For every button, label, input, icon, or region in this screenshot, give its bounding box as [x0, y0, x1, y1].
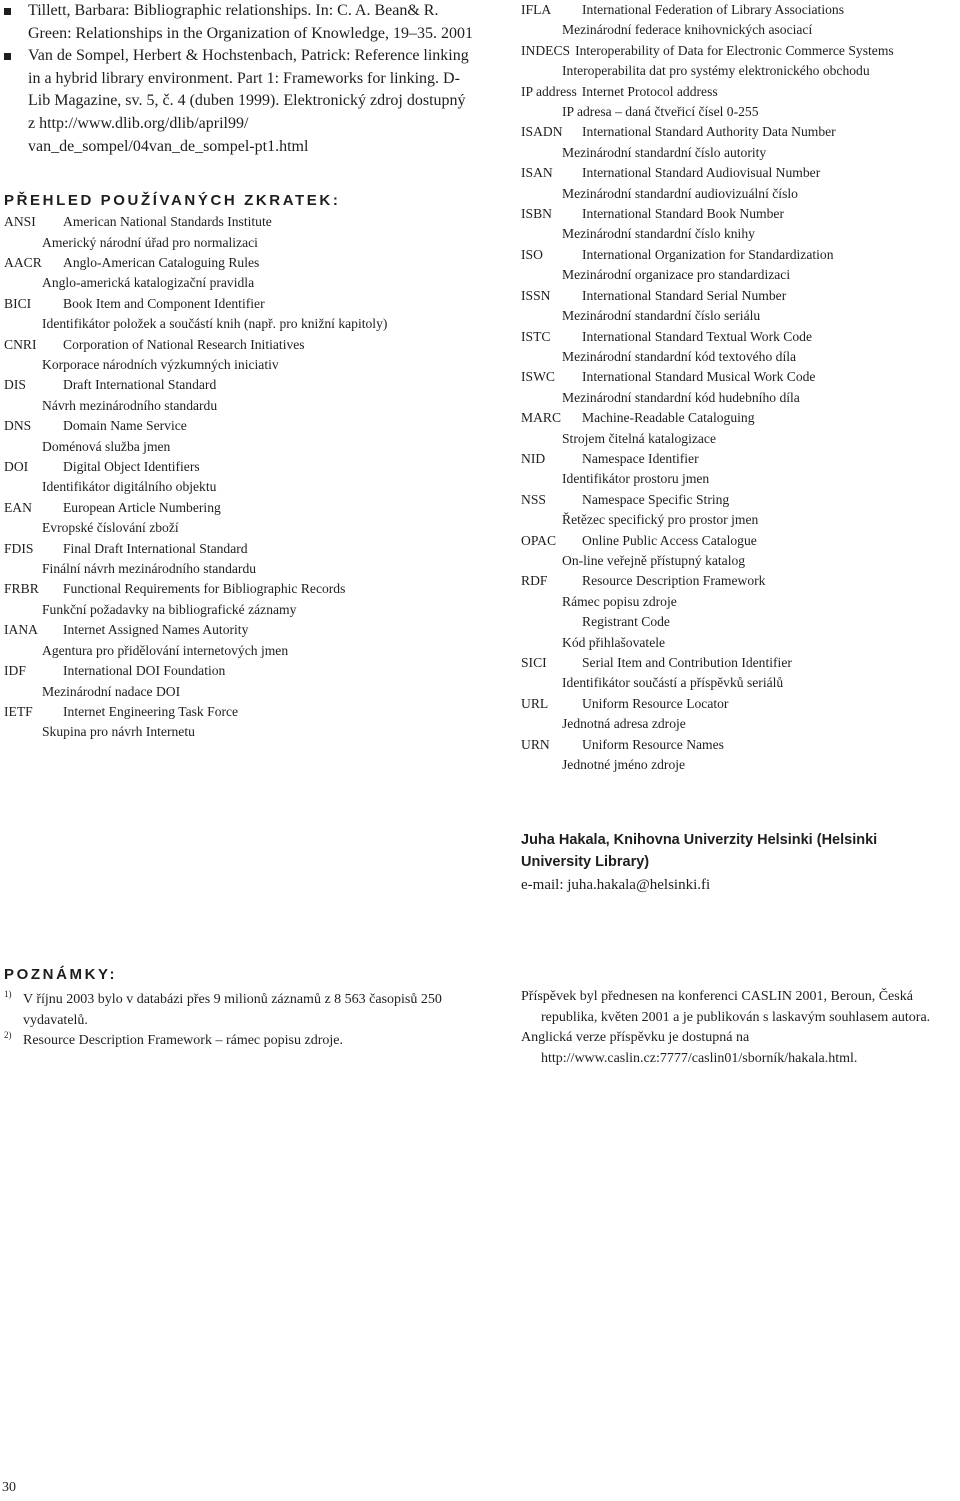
abbreviation-entry — [4, 335, 474, 376]
abbreviation-entry — [4, 661, 474, 702]
abbreviation-czech: Jednotné jméno zdroje — [562, 757, 686, 773]
abbreviation-code: URN — [521, 736, 550, 752]
author-email: e-mail: juha.hakala@helsinki.fi — [521, 877, 711, 893]
abbreviation-english: Namespace Specific String — [582, 491, 730, 507]
abbreviation-entry — [4, 294, 474, 335]
abbreviation-english: International Federation of Library Associations — [582, 2, 844, 17]
abbreviation-english: Domain Name Service — [63, 418, 187, 434]
abbreviation-code: DOI — [4, 459, 29, 475]
abbreviation-english: International Standard Serial Number — [582, 287, 787, 303]
abbreviation-entry — [4, 457, 474, 498]
abbreviation-czech: Korporace národních výzkumných iniciativ — [42, 357, 279, 372]
abbreviation-entry — [521, 408, 957, 449]
abbreviation-czech: Identifikátor součástí a příspěvků seriálů — [562, 675, 784, 691]
abbreviation-entry — [521, 122, 957, 163]
abbreviation-list-right — [521, 0, 957, 775]
abbreviation-czech: Mezinárodní standardní kód textového díla — [562, 348, 797, 364]
footnote — [4, 990, 474, 1031]
abbreviation-czech: Finální návrh mezinárodního standardu — [42, 561, 257, 577]
abbreviation-czech: Mezinárodní standardní číslo autority — [562, 144, 767, 160]
abbreviation-code: ISWC — [521, 369, 555, 385]
notes-heading: POZNÁMKY: — [4, 966, 118, 983]
right-column — [521, 0, 957, 775]
abbreviation-code: URL — [521, 695, 549, 711]
abbreviation-entry — [521, 490, 957, 531]
abbreviation-code: IETF — [4, 703, 33, 719]
abbreviations-heading: PŘEHLED POUŽÍVANÝCH ZKRATEK: — [4, 192, 341, 210]
abbreviation-entry — [521, 571, 957, 653]
reference-item — [4, 45, 474, 158]
abbreviation-english: International Standard Book Number — [582, 206, 784, 222]
footnote-mark: 1) — [4, 989, 12, 999]
abbreviation-czech: IP adresa – daná čtveřicí čísel 0-255 — [562, 104, 759, 120]
reference-text: Tillett, Barbara: Bibliographic relationships. In: C. A. Bean& R. Green: Relationships in the Organization of Knowledge, 19–35. 2001 — [28, 2, 473, 42]
abbreviation-czech: Registrant Code — [582, 614, 670, 630]
abbreviation-code: DNS — [4, 418, 32, 434]
abbreviation-czech: Řetězec specifický pro prostor jmen — [562, 512, 759, 528]
abbreviation-english: Uniform Resource Names — [582, 736, 724, 752]
abbreviation-entry — [4, 620, 474, 661]
abbreviation-code: ISO — [521, 246, 543, 262]
abbreviation-english: Resource Description Framework — [582, 573, 766, 589]
abbreviation-code: FRBR — [4, 581, 39, 597]
presentation-text: Anglická verze příspěvku je dostupná na http://www.caslin.cz:7777/caslin01/sborník/hakala.html. — [521, 1030, 858, 1066]
abbreviation-entry — [521, 367, 957, 408]
abbreviation-english: Internet Protocol address — [581, 83, 718, 99]
abbreviation-code: EAN — [4, 499, 32, 515]
abbreviation-code: RDF — [521, 573, 548, 589]
abbreviation-czech: Doménová služba jmen — [42, 438, 171, 454]
abbreviation-entry — [4, 416, 474, 457]
abbreviation-english: International Standard Audiovisual Number — [582, 165, 821, 181]
abbreviation-code: ISBN — [521, 206, 552, 222]
abbreviation-czech: Agentura pro přidělování internetových jmen — [42, 642, 289, 658]
abbreviation-entry — [521, 245, 957, 286]
abbreviation-code: IANA — [4, 622, 38, 638]
abbreviation-entry — [521, 653, 957, 694]
abbreviation-czech: Skupina pro návrh Internetu — [42, 724, 195, 740]
abbreviation-code: IP address — [521, 83, 577, 99]
abbreviation-code: FDIS — [4, 540, 34, 556]
abbreviation-code: ISTC — [521, 328, 551, 344]
abbreviation-czech: Americký národní úřad pro normalizaci — [42, 234, 258, 250]
abbreviation-english: Internet Assigned Names Autority — [63, 622, 249, 638]
abbreviation-english: Online Public Access Catalogue — [582, 532, 757, 548]
abbreviation-czech: Jednotná adresa zdroje — [562, 716, 686, 732]
abbreviation-czech: Mezinárodní standardní číslo seriálu — [562, 308, 761, 324]
abbreviation-english: European Article Numbering — [63, 499, 221, 515]
abbreviation-entry — [4, 539, 474, 580]
abbreviation-entry — [521, 694, 957, 735]
reference-list — [4, 0, 474, 158]
abbreviation-code: IFLA — [521, 2, 552, 17]
abbreviation-english: International Standard Musical Work Code — [582, 369, 816, 385]
abbreviation-english: Interoperability of Data for Electronic Commerce Systems — [575, 42, 894, 58]
abbreviation-english: Final Draft International Standard — [63, 540, 248, 556]
abbreviation-czech: Mezinárodní federace knihovnických asociací — [562, 22, 813, 38]
abbreviation-code: OPAC — [521, 532, 557, 548]
author-name: Juha Hakala, Knihovna Univerzity Helsinki (Helsinki University Library) — [521, 832, 878, 870]
notes-list — [4, 990, 474, 1052]
abbreviation-entry — [521, 531, 957, 572]
abbreviation-english: Functional Requirements for Bibliographic Records — [63, 581, 346, 597]
abbreviation-code: NSS — [521, 491, 546, 507]
abbreviation-czech: Rámec popisu zdroje — [562, 593, 677, 609]
reference-item — [4, 0, 474, 45]
presentation-note — [521, 987, 960, 1069]
abbreviation-code: DIS — [4, 377, 26, 393]
abbreviation-english: Serial Item and Contribution Identifier — [582, 655, 792, 670]
abbreviation-entry — [4, 498, 474, 539]
abbreviation-entry — [4, 212, 474, 253]
footnote — [4, 1031, 474, 1052]
abbreviation-code: IDF — [4, 663, 26, 679]
abbreviation-czech: Kód přihlašovatele — [562, 634, 666, 650]
abbreviation-code: CNRI — [4, 336, 37, 352]
abbreviation-list-left — [4, 212, 474, 743]
left-column — [4, 0, 474, 743]
abbreviation-english: Uniform Resource Locator — [582, 695, 729, 711]
notes-section — [4, 966, 474, 1052]
abbreviation-entry — [521, 327, 957, 368]
abbreviation-entry — [521, 286, 957, 327]
abbreviation-code: SICI — [521, 655, 547, 670]
abbreviation-entry — [521, 163, 957, 204]
abbreviation-code: MARC — [521, 410, 562, 426]
abbreviation-czech: Mezinárodní standardní audiovizuální číslo — [562, 185, 798, 201]
abbreviation-entry — [521, 735, 957, 776]
abbreviation-english: American National Standards Institute — [63, 214, 272, 230]
abbreviation-english: International Standard Textual Work Code — [582, 328, 812, 344]
abbreviation-czech: Interoperabilita dat pro systémy elektronického obchodu — [562, 63, 870, 79]
abbreviation-english: Anglo-American Cataloguing Rules — [63, 254, 260, 270]
footnote-text: V říjnu 2003 bylo v databázi přes 9 milionů záznamů z 8 563 časopisů 250 vydavatelů. — [23, 992, 442, 1028]
abbreviation-english: Book Item and Component Identifier — [63, 295, 265, 311]
abbreviation-english: Corporation of National Research Initiatives — [63, 336, 305, 352]
abbreviation-code: BICI — [4, 295, 32, 311]
abbreviation-code: AACR — [4, 254, 42, 270]
author-block — [521, 829, 951, 896]
abbreviation-code: ANSI — [4, 214, 36, 230]
page-number: 30 — [2, 1480, 16, 1495]
bullet-icon — [4, 53, 11, 60]
abbreviation-english: International DOI Foundation — [63, 663, 226, 679]
abbreviation-entry — [521, 82, 957, 123]
abbreviation-code: ISSN — [521, 287, 551, 303]
presentation-text: Příspěvek byl přednesen na konferenci CASLIN 2001, Beroun, Česká republika, květen 2001 a je publikován s laskavým souhlasem autora. — [521, 989, 931, 1025]
abbreviation-code: ISAN — [521, 165, 553, 181]
abbreviation-entry — [4, 579, 474, 620]
abbreviation-czech: Mezinárodní nadace DOI — [42, 683, 181, 699]
abbreviation-czech: Návrh mezinárodního standardu — [42, 397, 218, 413]
abbreviation-english: Machine-Readable Cataloguing — [582, 410, 755, 426]
abbreviation-entry — [521, 41, 957, 82]
abbreviation-czech: Mezinárodní organizace pro standardizaci — [562, 267, 791, 283]
abbreviation-czech: Strojem čitelná katalogizace — [562, 430, 716, 446]
abbreviation-entry — [521, 449, 957, 490]
abbreviation-czech: Anglo-americká katalogizační pravidla — [42, 275, 255, 291]
abbreviation-english: Digital Object Identifiers — [63, 459, 200, 475]
abbreviation-czech: Identifikátor prostoru jmen — [562, 471, 710, 487]
abbreviation-english: International Standard Authority Data Number — [582, 124, 836, 140]
abbreviation-czech: Identifikátor položek a součástí knih (např. pro knižní kapitoly) — [42, 316, 388, 332]
abbreviation-czech: Funkční požadavky na bibliografické záznamy — [42, 601, 297, 617]
abbreviation-code: ISADN — [521, 124, 563, 140]
abbreviation-entry — [4, 702, 474, 743]
abbreviation-entry — [521, 204, 957, 245]
abbreviation-code: INDECS — [521, 42, 571, 58]
abbreviation-english: Internet Engineering Task Force — [63, 703, 239, 719]
footnote-mark: 2) — [4, 1030, 12, 1041]
abbreviation-czech: On-line veřejně přístupný katalog — [562, 552, 746, 568]
abbreviation-czech: Evropské číslování zboží — [42, 520, 179, 536]
abbreviation-english: Draft International Standard — [63, 377, 217, 393]
abbreviation-entry — [521, 0, 957, 41]
reference-text: Van de Sompel, Herbert & Hochstenbach, Patrick: Reference linking in a hybrid library environment. Part 1: Frameworks for linking. D-Lib Magazine, sv. 5, č. 4 (duben 1999). Elektronický zdroj dostupný z http://www.dlib.org/dlib/april99/ van_de_sompel/04van_de_sompel-pt1.html — [28, 47, 469, 155]
abbreviation-czech: Mezinárodní standardní kód hudebního díla — [562, 389, 800, 405]
abbreviation-code: NID — [521, 450, 546, 466]
abbreviation-czech: Mezinárodní standardní číslo knihy — [562, 226, 755, 242]
abbreviation-entry — [4, 375, 474, 416]
abbreviation-entry — [4, 253, 474, 294]
abbreviation-english: Namespace Identifier — [582, 450, 699, 466]
bullet-icon — [4, 8, 11, 15]
footnote-text: Resource Description Framework – rámec popisu zdroje. — [23, 1033, 343, 1049]
abbreviation-english: International Organization for Standardization — [582, 246, 834, 262]
abbreviation-czech: Identifikátor digitálního objektu — [42, 479, 217, 495]
